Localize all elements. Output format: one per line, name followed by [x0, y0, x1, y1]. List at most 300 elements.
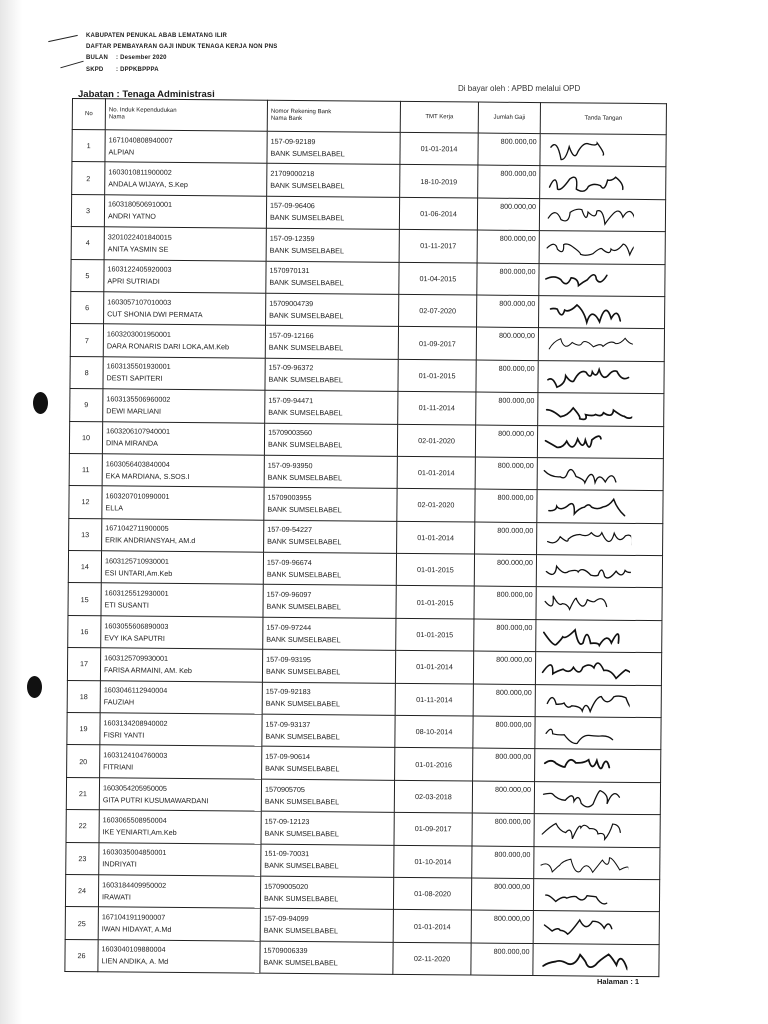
signature-stroke	[543, 954, 627, 970]
signature-scribble	[543, 298, 633, 327]
row-rekening: 15709004739	[269, 298, 314, 308]
row-bank-name: BANK SUMSELBABEL	[265, 666, 341, 677]
row-number: 10	[69, 421, 102, 454]
row-nik: 1603125709930001	[104, 653, 169, 663]
row-tmt: 01-01-2015	[398, 359, 476, 392]
row-gaji: 800.000,00	[473, 651, 535, 684]
row-rekening: 15709005020	[264, 881, 309, 891]
row-rekening: 157-09-92183	[265, 687, 311, 697]
row-bank-name: BANK SUMSELBABEL	[267, 439, 343, 450]
row-rekening: 15709003955	[267, 492, 312, 503]
row-rekening: 157-09-94099	[263, 913, 309, 924]
row-bank	[263, 617, 396, 651]
signature-scribble	[538, 913, 628, 942]
row-tmt: 01-01-2015	[396, 553, 474, 586]
signature-scribble	[539, 752, 629, 781]
row-bank-name: BANK SUMSELBABEL	[268, 375, 343, 385]
row-signature	[535, 717, 661, 750]
row-nik: 1603125710930001	[104, 556, 169, 566]
table-row	[70, 389, 664, 427]
row-signature	[534, 781, 660, 814]
row-identity	[100, 745, 262, 779]
row-bank	[264, 487, 397, 521]
signature-stroke	[547, 244, 634, 256]
row-bank	[264, 520, 397, 554]
row-rekening: 157-09-96406	[270, 201, 315, 211]
row-bank	[260, 941, 393, 975]
row-nama: GITA PUTRI KUSUMAWARDANI	[102, 794, 209, 805]
row-rekening: 1570970131	[269, 265, 310, 276]
row-tmt: 01-10-2014	[394, 845, 472, 878]
row-bank	[260, 909, 393, 943]
table-row	[71, 259, 665, 297]
row-bank-name: BANK SUMSELBABEL	[268, 342, 344, 353]
row-bank	[264, 455, 397, 489]
row-signature	[536, 587, 662, 620]
signature-stroke	[547, 695, 630, 711]
row-rekening: 151-09-70031	[264, 848, 310, 859]
signature-scribble	[539, 784, 629, 813]
signature-stroke	[551, 143, 604, 160]
row-bank	[260, 876, 393, 910]
row-nik: 1603124104760003	[103, 750, 168, 760]
row-number: 15	[68, 583, 101, 616]
signature-scribble	[543, 266, 633, 295]
row-identity	[103, 389, 265, 423]
row-tmt: 01-11-2017	[399, 230, 477, 263]
row-nama: ANITA YASMIN SE	[107, 244, 169, 254]
row-number: 9	[70, 389, 103, 422]
row-signature	[533, 879, 659, 912]
row-nama: IWAN HIDAYAT, A.Md	[101, 924, 172, 934]
row-signature	[534, 846, 660, 879]
row-signature	[537, 490, 663, 523]
row-nik: 1603046112940004	[103, 685, 168, 696]
paid-by-note: Di bayar oleh : APBD melalui OPD	[458, 84, 581, 93]
signature-stroke	[547, 408, 633, 420]
row-signature	[538, 360, 664, 393]
row-signature	[537, 522, 663, 555]
col-gaji: Jumlah Gaji	[478, 102, 540, 134]
signature-scribble	[537, 946, 627, 975]
table-row	[69, 518, 663, 556]
row-tmt: 01-06-2014	[399, 197, 477, 230]
row-identity	[100, 680, 262, 714]
row-signature	[535, 749, 661, 782]
row-number: 26	[65, 939, 98, 972]
row-gaji: 800.000,00	[475, 457, 537, 490]
row-bank-name: BANK SUMSELBABEL	[265, 763, 340, 774]
table-row	[71, 194, 665, 232]
row-bank	[262, 714, 395, 748]
row-nik: 1603203001950001	[106, 329, 171, 339]
row-identity	[98, 875, 260, 909]
row-number: 20	[67, 745, 100, 778]
row-rekening: 157-09-96674	[266, 557, 312, 567]
signature-stroke	[549, 338, 633, 350]
row-nik: 1603180506910001	[108, 199, 173, 210]
row-nama: FITRIANI	[103, 762, 134, 772]
signature-stroke	[548, 209, 634, 224]
row-rekening: 157-09-93137	[265, 719, 311, 729]
table-row	[69, 486, 663, 524]
payroll-table-wrap	[64, 98, 667, 977]
row-signature	[537, 457, 663, 490]
row-tmt: 01-01-2014	[393, 910, 471, 943]
row-identity	[99, 842, 261, 876]
row-number: 12	[69, 486, 102, 519]
signature-scribble	[544, 169, 634, 198]
signature-scribble	[544, 233, 634, 262]
row-nik: 1603125512930001	[104, 588, 169, 599]
row-gaji: 800.000,00	[471, 878, 533, 911]
row-number: 16	[68, 615, 101, 648]
row-nik: 1603055606890003	[104, 620, 169, 631]
row-identity	[104, 259, 266, 293]
row-tmt: 02-03-2018	[394, 780, 472, 813]
row-gaji: 800.000,00	[474, 586, 536, 619]
row-gaji: 800.000,00	[473, 716, 535, 749]
row-tmt: 02-01-2020	[397, 489, 475, 522]
row-gaji: 800.000,00	[478, 133, 540, 166]
header-month: BULAN : Desember 2020	[86, 55, 167, 61]
row-rekening: 157-09-12123	[264, 816, 310, 826]
row-tmt: 01-01-2015	[396, 618, 474, 651]
row-number: 13	[69, 518, 102, 551]
row-number: 23	[66, 842, 99, 875]
row-bank	[266, 261, 399, 295]
row-nik: 3201022401840015	[107, 232, 172, 242]
signature-scribble	[544, 201, 634, 230]
row-nama: ANDALA WIJAYA, S.Kep	[108, 179, 188, 190]
row-identity	[102, 518, 264, 552]
row-identity	[103, 324, 265, 358]
row-gaji: 800.000,00	[477, 230, 539, 263]
signature-stroke	[549, 499, 625, 516]
row-identity	[105, 162, 267, 196]
row-nama: EKA MARDIANA, S.SOS.I	[105, 470, 190, 481]
row-signature	[537, 425, 663, 458]
col-rekening: Nomor Rekening Bank Nama Bank	[267, 100, 400, 132]
row-identity	[100, 648, 262, 682]
row-identity	[101, 551, 263, 585]
row-bank	[265, 358, 398, 392]
row-bank-name: BANK SUMSELBABEL	[269, 213, 345, 223]
row-rekening: 157-09-12166	[268, 330, 314, 341]
row-signature	[534, 814, 660, 847]
signature-scribble	[538, 881, 628, 910]
row-bank-name: BANK SUMSELBABEL	[269, 277, 344, 288]
row-nama: ANDRI YATNO	[107, 211, 156, 222]
row-gaji: 800.000,00	[471, 943, 533, 976]
row-signature	[540, 134, 666, 167]
row-nama: IKE YENIARTI,Am.Keb	[102, 827, 177, 837]
table-row	[68, 551, 662, 589]
row-tmt: 01-01-2014	[400, 132, 478, 165]
row-nama: IRAWATI	[101, 891, 131, 902]
row-number: 8	[70, 356, 103, 389]
row-gaji: 800.000,00	[476, 360, 538, 393]
row-identity	[104, 227, 266, 261]
row-signature	[536, 619, 662, 652]
pen-mark	[60, 61, 83, 69]
row-identity	[99, 810, 261, 844]
row-rekening: 21709000218	[270, 168, 315, 179]
row-gaji: 800.000,00	[476, 327, 538, 360]
row-nik: 1603206107940001	[106, 426, 171, 437]
row-nama: DARA RONARIS DARI LOKA,AM.Keb	[106, 341, 230, 352]
signature-stroke	[546, 729, 613, 744]
row-nama: APRI SUTRIADI	[107, 276, 160, 287]
row-identity	[101, 583, 263, 617]
row-identity	[103, 357, 265, 391]
row-number: 3	[71, 194, 104, 227]
signature-stroke	[543, 663, 631, 679]
signature-scribble	[542, 363, 632, 392]
row-nik: 1603040109880004	[101, 944, 166, 955]
col-no: No	[72, 99, 105, 130]
row-bank-name: BANK SUMSELBABEL	[263, 893, 339, 904]
row-bank-name: BANK SUMSELBABEL	[267, 504, 342, 515]
row-nama: ALPIAN	[108, 147, 135, 157]
row-nik: 1603207010990001	[105, 491, 170, 501]
table-row	[65, 874, 659, 912]
row-bank-name: BANK SUMSELBABEL	[263, 925, 339, 936]
signature-stroke	[542, 824, 620, 840]
signature-stroke	[541, 857, 628, 872]
table-row	[66, 842, 660, 880]
row-bank-name: BANK SUMSELBABEL	[264, 796, 340, 806]
row-bank	[261, 844, 394, 878]
row-bank	[263, 552, 396, 586]
signature-stroke	[548, 369, 629, 388]
row-identity	[104, 195, 266, 229]
row-tmt: 01-01-2014	[395, 651, 473, 684]
row-nik: 1603122405920003	[107, 264, 172, 275]
row-signature	[533, 943, 659, 976]
row-bank	[266, 196, 399, 230]
row-bank-name: BANK SUMSELBABEL	[266, 634, 341, 644]
jabatan-title: Jabatan : Tenaga Administrasi	[78, 89, 215, 100]
row-nama: FISRI YANTI	[103, 730, 145, 740]
scan-shadow	[0, 0, 22, 1024]
row-rekening: 1570905705	[264, 784, 306, 794]
row-bank-name: BANK SUMSELBABEL	[269, 245, 345, 256]
row-gaji: 800.000,00	[475, 425, 537, 458]
col-nik-nama: No. Induk Kependudukan Nama	[105, 99, 267, 131]
table-row	[69, 421, 663, 459]
row-nama: FARISA ARMAINI, AM. Keb	[103, 665, 192, 676]
row-signature	[538, 328, 664, 361]
row-rekening: 157-09-93195	[266, 654, 311, 665]
row-nik: 1603135501930001	[106, 361, 171, 372]
row-rekening: 157-09-94471	[268, 395, 314, 405]
signature-scribble	[541, 557, 631, 586]
header-skpd: SKPD : DPPKBPPPA	[86, 67, 159, 73]
row-nik: 1603035004850001	[102, 847, 167, 858]
row-bank-name: BANK SUMSELBABEL	[270, 148, 345, 159]
row-tmt: 18-10-2019	[400, 165, 478, 198]
table-row	[71, 227, 665, 265]
row-nik: 1603057107010003	[107, 296, 172, 307]
row-number: 7	[70, 324, 103, 357]
row-number: 4	[71, 227, 104, 260]
row-bank	[265, 390, 398, 424]
row-tmt: 01-01-2015	[396, 586, 474, 619]
signature-scribble	[540, 590, 630, 619]
row-bank-name: BANK SUMSELBABEL	[268, 407, 343, 418]
row-tmt: 01-11-2014	[395, 683, 473, 716]
table-body	[65, 130, 666, 977]
row-rekening: 157-09-97244	[266, 622, 312, 632]
row-tmt: 02-11-2020	[393, 942, 471, 975]
row-signature	[533, 911, 659, 944]
row-nama: EVY IKA SAPUTRI	[104, 632, 165, 643]
signature-scribble	[538, 849, 628, 878]
row-rekening: 15709006339	[263, 946, 308, 956]
row-number: 25	[65, 907, 98, 940]
row-nama: INDRIYATI	[102, 859, 137, 869]
row-gaji: 800.000,00	[478, 165, 540, 198]
table-row	[72, 130, 666, 168]
signature-scribble	[543, 330, 633, 359]
signature-scribble	[544, 136, 634, 165]
col-ttd: Tanda Tangan	[540, 103, 666, 135]
table-row	[70, 324, 664, 362]
row-tmt: 02-01-2020	[397, 424, 475, 457]
row-signature	[539, 263, 665, 296]
row-gaji: 800.000,00	[476, 392, 538, 425]
row-bank	[263, 585, 396, 619]
row-signature	[539, 231, 665, 264]
row-number: 21	[66, 777, 99, 810]
row-tmt: 01-09-2017	[394, 813, 472, 846]
row-number: 2	[72, 162, 105, 195]
row-number: 22	[66, 810, 99, 843]
signature-scribble	[542, 460, 632, 489]
payroll-table	[64, 98, 667, 977]
row-rekening: 15709003560	[268, 427, 313, 438]
signature-stroke	[545, 760, 610, 769]
row-gaji: 800.000,00	[473, 748, 535, 781]
row-identity	[98, 907, 260, 941]
table-row	[68, 615, 662, 653]
row-nik: 1671041911900007	[101, 912, 166, 922]
signature-scribble	[540, 622, 630, 651]
page-number: Halaman : 1	[597, 977, 640, 986]
row-gaji: 800.000,00	[477, 295, 539, 328]
table-row	[66, 777, 660, 815]
table-row	[67, 745, 661, 783]
row-number: 17	[67, 648, 100, 681]
row-bank-name: BANK SUMSELBABEL	[264, 828, 339, 839]
row-identity	[102, 454, 264, 488]
row-signature	[539, 296, 665, 329]
row-gaji: 800.000,00	[472, 846, 534, 879]
table-header-row	[72, 99, 666, 135]
row-gaji: 800.000,00	[475, 489, 537, 522]
row-nama: CUT SHONIA DWI PERMATA	[107, 308, 203, 319]
row-identity	[102, 486, 264, 520]
row-bank	[267, 164, 400, 198]
row-nama: DESTI SAPITERI	[106, 373, 163, 384]
row-bank	[262, 682, 395, 716]
row-bank-name: BANK SUMSELBABEL	[267, 537, 342, 547]
row-tmt: 01-09-2017	[398, 327, 476, 360]
row-gaji: 800.000,00	[474, 619, 536, 652]
table-row	[67, 648, 661, 686]
table-row	[66, 810, 660, 848]
table-row	[65, 907, 659, 945]
signature-stroke	[546, 274, 607, 286]
row-bank	[264, 423, 397, 457]
row-nik: 1603010811900002	[108, 167, 172, 177]
row-nik: 1603184409950002	[102, 879, 167, 890]
signature-scribble	[541, 492, 631, 521]
row-bank	[261, 779, 394, 813]
row-bank-name: BANK SUMSELBABEL	[266, 601, 341, 612]
row-gaji: 800.000,00	[473, 684, 535, 717]
row-gaji: 800.000,00	[471, 910, 533, 943]
row-identity	[105, 130, 267, 164]
pen-mark	[48, 35, 78, 42]
row-nama: DEWI MARLIANI	[106, 406, 162, 416]
row-nik: 1603065508950004	[102, 815, 167, 825]
row-bank	[261, 811, 394, 845]
row-gaji: 800.000,00	[477, 198, 539, 231]
row-signature	[535, 652, 661, 685]
signature-scribble	[539, 719, 629, 748]
row-bank-name: BANK SUMSELBABEL	[265, 731, 340, 742]
row-number: 19	[67, 713, 100, 746]
row-bank	[265, 326, 398, 360]
signature-stroke	[545, 596, 607, 610]
signature-stroke	[548, 532, 632, 544]
row-number: 14	[68, 551, 101, 584]
header-regency: KABUPATEN PENUKAL ABAB LEMATANG ILIR	[86, 33, 228, 39]
row-identity	[102, 421, 264, 455]
row-tmt: 01-01-2014	[397, 456, 475, 489]
row-rekening: 157-09-92189	[270, 136, 316, 146]
row-tmt: 01-04-2015	[399, 262, 477, 295]
row-identity	[101, 616, 263, 650]
row-nama: ETI SUSANTI	[104, 600, 149, 610]
row-tmt: 01-01-2014	[397, 521, 475, 554]
row-rekening: 157-09-96372	[268, 363, 314, 373]
punch-hole	[33, 392, 48, 414]
row-number: 24	[65, 874, 98, 907]
table-row	[67, 680, 661, 718]
row-nama: DINA MIRANDA	[105, 438, 158, 448]
signature-stroke	[543, 790, 619, 807]
row-signature	[538, 393, 664, 426]
row-bank-name: BANK SUMSELBABEL	[264, 860, 339, 871]
row-identity	[104, 292, 266, 326]
signature-scribble	[540, 654, 630, 683]
signature-stroke	[546, 895, 607, 904]
row-identity	[99, 778, 261, 812]
row-gaji: 800.000,00	[475, 522, 537, 555]
row-nama: ESI UNTARI,Am.Keb	[104, 568, 173, 578]
row-bank	[266, 228, 399, 262]
signature-scribble	[542, 428, 632, 457]
header-title: DAFTAR PEMBAYARAN GAJI INDUK TENAGA KERJA NON PNS	[86, 44, 278, 50]
row-bank	[262, 649, 395, 683]
row-nama: LIEN ANDIKA, A. Md	[101, 956, 169, 967]
table-row	[65, 939, 659, 977]
row-tmt: 01-11-2014	[398, 391, 476, 424]
row-nik: 1671040808940007	[108, 135, 173, 145]
